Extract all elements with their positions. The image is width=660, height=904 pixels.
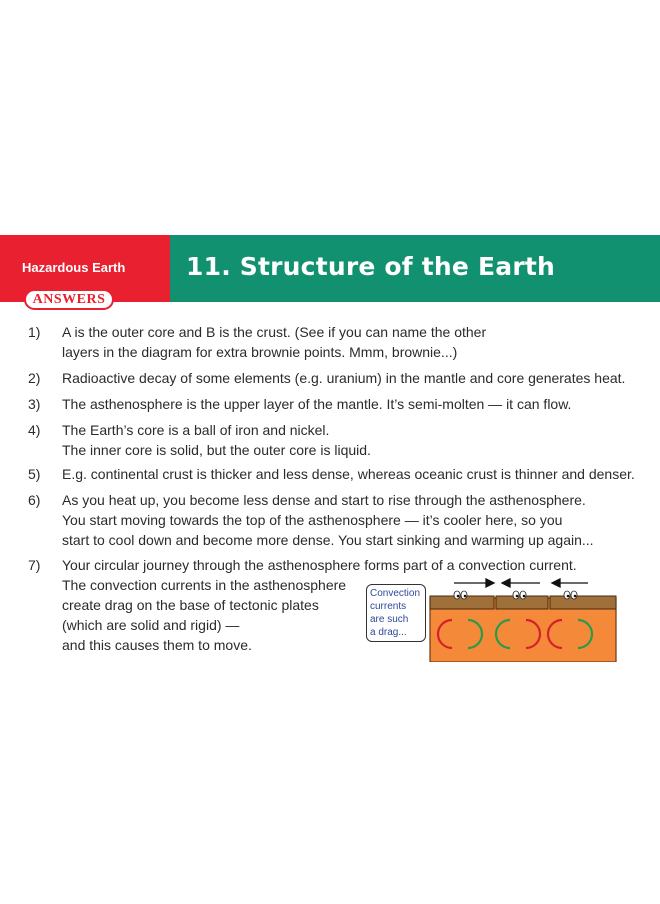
answer-text [62,490,594,550]
answer-line: (which are solid and rigid) — [62,617,240,633]
answer-number: 2) [28,370,41,386]
answer-line: create drag on the base of tectonic plates [62,597,319,613]
answer-text [62,394,571,414]
answer-text [62,464,635,484]
section-name: Hazardous Earth [22,260,126,275]
answer-line: The Earth’s core is a ball of iron and nickel. [62,422,330,438]
answer-number: 1) [28,324,41,340]
arrow-right-icon [454,579,494,587]
answer-line: The asthenosphere is the upper layer of the mantle. It’s semi-molten — it can flow. [62,396,572,412]
answer-line: start to cool down and become more dense. You start sinking and warming up again... [62,532,594,548]
answer-line: Your circular journey through the asthenosphere forms part of a convection current. [62,557,577,573]
answer-number: 7) [28,557,41,573]
title-bar [170,235,660,302]
speech-line: a drag... [370,627,407,638]
answer-line: Radioactive decay of some elements (e.g. uranium) in the mantle and core generates heat. [62,370,626,386]
answer-line: and this causes them to move. [62,637,252,653]
arrow-left-icon [552,579,588,587]
answer-line: As you heat up, you become less dense and start to rise through the asthenosphere. [62,492,586,508]
page-title: 11. Structure of the Earth [186,252,556,281]
speech-line: currents [370,601,407,612]
answer-number: 6) [28,492,41,508]
speech-line: are such [370,614,409,625]
answer-line: E.g. continental crust is thicker and less dense, whereas oceanic crust is thinner and denser. [62,466,635,482]
answer-line: The inner core is solid, but the outer core is liquid. [62,442,371,458]
answer-number: 4) [28,422,41,438]
answer-number: 3) [28,396,41,412]
answer-text [62,368,625,388]
speech-line: Convection [370,588,421,599]
answer-number: 5) [28,466,41,482]
answers-badge: ANSWERS [24,289,114,310]
answer-line: You start moving towards the top of the asthenosphere — it’s cooler here, so you [62,512,563,528]
answer-line: The convection currents in the asthenosphere [62,577,347,593]
speech-bubble [366,584,426,642]
arrow-left-icon [502,579,540,587]
answer-line: layers in the diagram for extra brownie points. Mmm, brownie...) [62,344,458,360]
answer-line: A is the outer core and B is the crust. (See if you can name the other [62,324,487,340]
answer-text [62,322,486,362]
tectonic-plate [550,596,616,609]
answer-text [62,420,371,460]
